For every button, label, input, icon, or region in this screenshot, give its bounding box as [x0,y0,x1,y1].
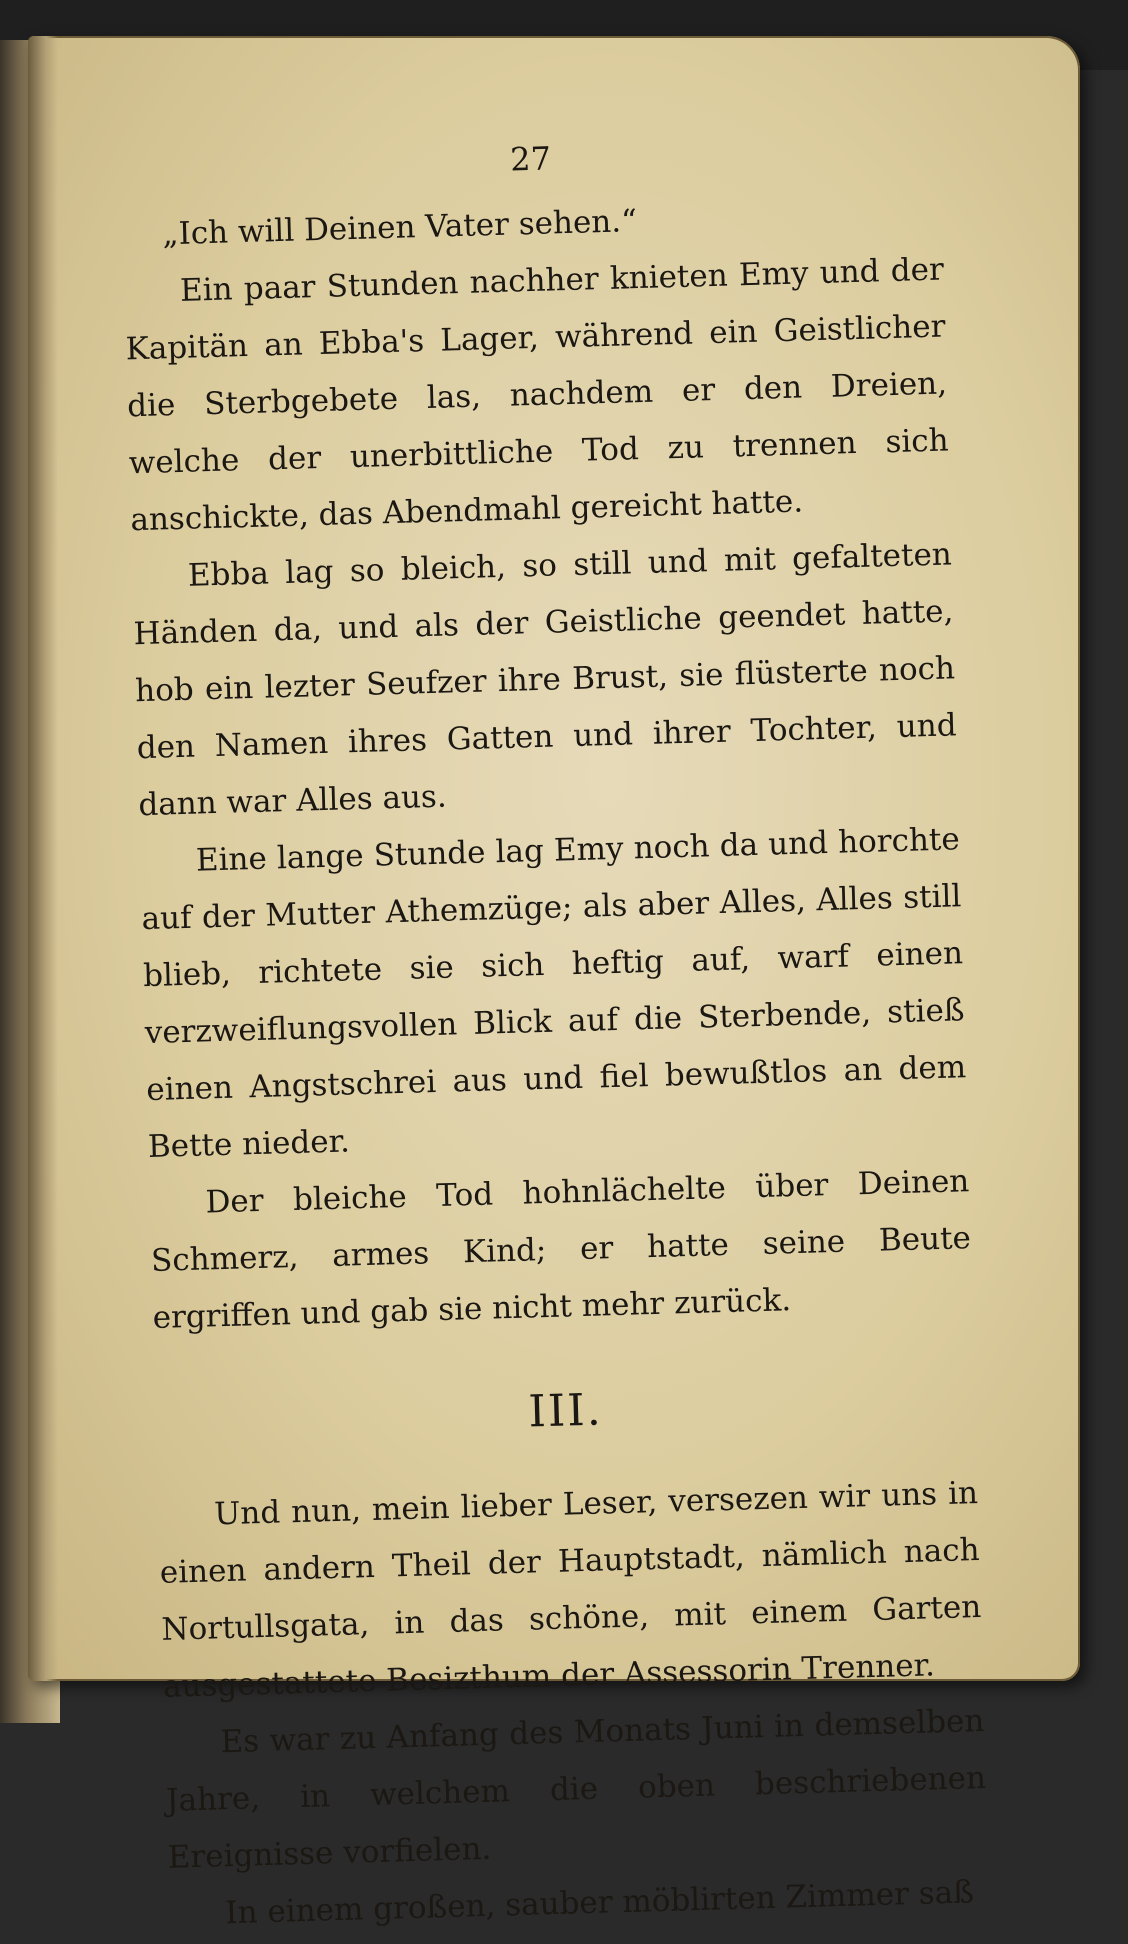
paragraph: Es war zu Anfang des Monats Juni in demselben Jahre, in welchem die oben beschriebenen Ereignisse vorfielen. [165,1702,987,1876]
paragraph: „Ich will Deinen Vater sehen.“ [161,203,638,253]
paragraph: Eine lange Stunde lag Emy noch da und horchte auf der Mutter Athemzüge; als aber Alles, Alles still blieb, richtete sie sich heftig auf, warf einen verzweiflungsvollen Blick auf die Sterbende, stieß einen Angstschrei aus und fiel bewußtlos an dem Bette nieder. [141,821,967,1166]
paragraph: In einem großen, sauber möblirten Zimmer saß [224,1874,975,1932]
paragraph: Ebba lag so bleich, so still und mit gefalteten Händen da, und als der Geistliche geendet hatte, hob ein lezter Seufzer ihre Brust, sie flüsterte noch den Namen ihres Gatten und ihrer Tochter, und dann war Alles aus. [133,536,958,824]
page-text [120,129,990,1944]
paragraph: Der bleiche Tod hohnlächelte über Deinen Schmerz, armes Kind; er hatte seine Beute ergriffen und gab sie nicht mehr zurück. [150,1163,972,1336]
page-gutter-shadow [28,36,58,1681]
paragraph: Und nun, mein lieber Leser, versezen wir uns in einen andern Theil der Hauptstadt, nämlich nach Nortullsgata, in das schöne, mit einem Garten ausgestattete Besizthum der Assessorin Trenner. [159,1475,982,1705]
chapter-heading: III. [527,1384,604,1438]
page-number: 27 [509,139,552,179]
paragraph: Ein paar Stunden nachher knieten Emy und der Kapitän an Ebba's Lager, während ein Geistlicher die Sterbgebete las, nachdem er den Dreien, welche der unerbittliche Tod zu trennen sich anschickte, das Abendmahl gereicht hatte. [125,251,950,539]
